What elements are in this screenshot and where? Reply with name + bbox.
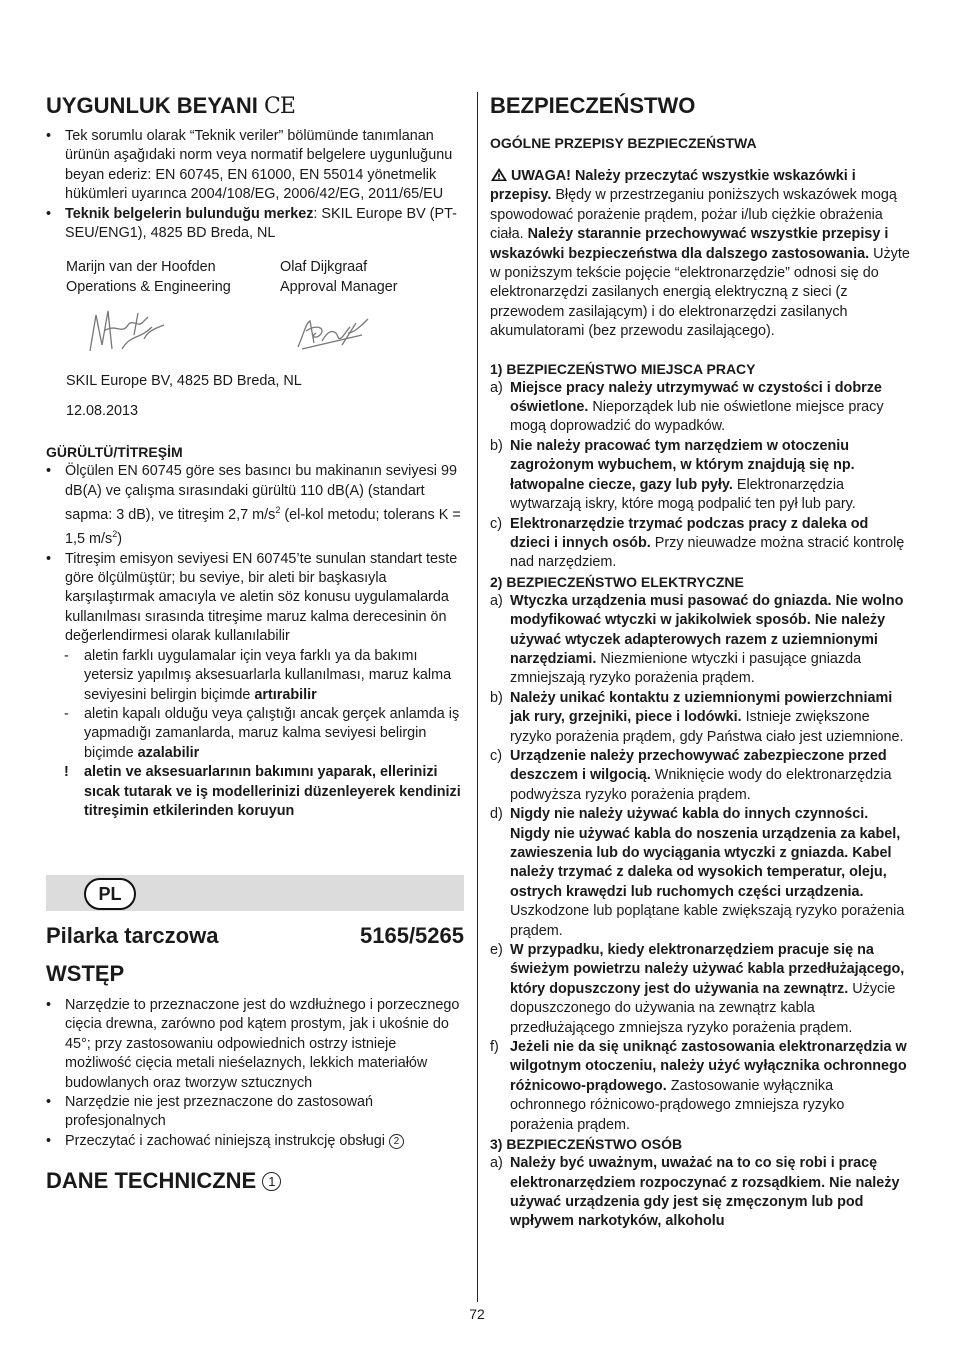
item-marker: c) — [490, 747, 502, 764]
item-text: Nieporządek lub nie oświetlone miejsce pracy mogą doprowadzić do wypadków. — [510, 399, 884, 435]
safety-item — [490, 1038, 910, 1135]
conformity-bullet-1: • Tek sorumlu olarak “Teknik veriler” bölümünde tanımlanan ürünün aşağıdaki norm veya normatif belgelere uygunluğunu beyan ederiz: EN 60745, EN 61000, EN 55014 yönetmelik hükümleri uyarınca 2004/108/EG, 2006/42/EG, 2011/65/EU — [46, 127, 466, 205]
safety-heading: BEZPIECZEŃSTWO — [490, 93, 696, 118]
item-bold-text: Miejsce pracy należy utrzymywać w czystości i dobrze oświetlone. — [510, 379, 882, 416]
right-column — [490, 92, 910, 1232]
signatory-1-name: Marijn van der Hoofden — [66, 259, 216, 276]
left-column — [46, 92, 466, 821]
electrical-heading: 2) BEZPIECZEŃSTWO ELEKTRYCZNE — [490, 573, 744, 590]
general-safety-heading: OGÓLNE PRZEPISY BEZPIECZEŃSTWA — [490, 135, 757, 151]
intro-bullet-3-text: Przeczytać i zachować niniejszą instrukcję obsługi — [65, 1132, 385, 1149]
signature-2-image — [292, 313, 372, 355]
signatory-2-name: Olaf Dijkgraaf — [280, 259, 368, 276]
safety-item — [490, 805, 910, 941]
noise-sub-2-text: aletin kapalı olduğu veya çalıştığı ancak gerçek anlamda iş yapmadığı zamanlarda, maruz kalma seviyesi belirgin biçimde — [84, 705, 460, 761]
item-text: Uszkodzone lub poplątane kable zwiększają ryzyko porażenia prądem. — [510, 903, 905, 939]
warning-bold-2: Należy starannie przechowywać wszystkie przepisy i wskazówki bezpieczeństwa dla dalszego zastosowania. — [490, 226, 889, 262]
item-bold-text: Urządzenie należy przechowywać zabezpieczone przed deszczem i wilgocią. — [510, 747, 887, 784]
item-marker: c) — [490, 515, 502, 532]
ce-mark: CE — [264, 94, 295, 119]
dash-marker: - — [64, 705, 69, 722]
safety-item — [490, 747, 910, 805]
item-bold-text: Wtyczka urządzenia musi pasować do gniazda. Nie wolno modyfikować wtyczki w jakikolwiek sposób. Nie należy używać wtyczek adapterowych razem z uziemnionymi narzędziami. — [510, 592, 904, 667]
noise-text-a: Ölçülen EN 60745 göre ses basıncı bu makinanın seviyesi 99 dB(A) ve çalışma sırasındaki gürültü 110 dB(A) (standart sapma: 3 dB), ve titreşim 2,7 m/s — [65, 463, 457, 524]
item-bold-text: Należy unikać kontaktu z uziemnionymi powierzchniami jak rury, grzejniki, piece i lodówki. — [510, 689, 893, 726]
tech-file-label: Teknik belgelerin bulunduğu merkez — [65, 205, 314, 222]
tech-data-heading — [46, 1167, 464, 1195]
signature-block — [46, 253, 466, 443]
noise-sub-1-bold: artırabilir — [254, 686, 317, 703]
noise-bullet-1 — [46, 462, 466, 549]
item-marker: a) — [490, 379, 503, 396]
item-text: Istnieje zwiększone ryzyko porażenia prądem, gdy Państwa ciało jest uziemnione. — [510, 709, 904, 745]
item-bold-text: Jeżeli nie da się uniknąć zastosowania elektronarzędzia w wilgotnym otoczeniu, należy użyć wyłącznika ochronnego różnicowo-prądowego. — [510, 1039, 907, 1094]
item-text: Zastosowanie wyłącznika ochronnego różnicowo-prądowego zmniejsza ryzyko porażenia prądem. — [510, 1077, 845, 1133]
warning-text-2: Użyte w poniższym tekście pojęcie “elektronarzędzie” odnosi się do elektronarzędzi zasilanych energią elektryczną z sieci (z przewodem zasilającym) i do elektronarzędzi zasilanych akumulatorami (bez przewodu zasilającego). — [490, 245, 910, 340]
signatory-2-title: Approval Manager — [280, 279, 398, 296]
figure-ref-2: 2 — [389, 1134, 404, 1149]
dash-marker: - — [64, 647, 69, 664]
item-marker: a) — [490, 592, 503, 609]
signatory-2 — [280, 257, 398, 297]
safety-item — [490, 515, 910, 573]
work-area-list — [490, 379, 910, 573]
noise-heading: GÜRÜLTÜ/TİTREŞİM — [46, 444, 183, 461]
signatory-1 — [66, 257, 231, 297]
noise-sub-2 — [46, 705, 466, 763]
noise-text-c: ) — [117, 531, 122, 548]
item-bold-text: Elektronarzędzie trzymać podczas pracy z daleka od dzieci i innych osób. — [510, 515, 869, 551]
item-text: Użycie dopuszczonego do używania na zewnątrz kabla przedłużającego zmniejsza ryzyko porażenia prądem. — [510, 980, 896, 1036]
warning-text-1: Błędy w przestrzeganiu poniższych wskazówek mogą spowodować porażenie prądem, pożar i/lub ciężkie obrażenia ciała. — [490, 187, 897, 243]
item-text: Wniknięcie wody do elektronarzędzia podwyższa ryzyko porażenia prądem. — [510, 767, 892, 803]
intro-heading: WSTĘP — [46, 961, 125, 986]
noise-sub-1 — [46, 647, 466, 705]
safety-item — [490, 379, 910, 437]
item-bold-text: Nie należy pracować tym narzędziem w otoczeniu zagrożonym wybuchem, w którym znajdują się np. łatwopalne ciecze, gazy lub pyły. — [510, 437, 855, 493]
item-marker: f) — [490, 1039, 499, 1056]
tech-data-title: DANE TECHNICZNE — [46, 1168, 257, 1194]
product-model: 5165/5265 — [360, 923, 464, 948]
figure-ref-1: 1 — [262, 1172, 281, 1191]
safety-item — [490, 941, 910, 1038]
item-text: Przy nieuwadze można stracić kontrolę nad narzędziem. — [510, 534, 905, 571]
safety-item — [490, 592, 910, 689]
signatory-1-title: Operations & Engineering — [66, 279, 231, 296]
item-bold-text: Należy być uważnym, uważać na to co się robi i pracę elektronarzędziem rozpoczynać z rozsądkiem. Nie należy używać urządzenia gdy jest się zmęczonym lub pod wpływem narkotyków, alkoholu — [510, 1155, 900, 1230]
item-marker: a) — [490, 1155, 503, 1172]
noise-sub-1-text: aletin farklı uygulamalar için veya farklı ya da bakımı yetersiz yapılmış aksesuarlarla kullanılması, maruz kalma seviyesini belirgin biçimde — [84, 647, 452, 703]
item-bold-text: Nigdy nie należy używać kabla do innych czynności. Nigdy nie używać kabla do noszenia urządzenia za kabel, zawieszenia lub do wyciągania wtyczki z gniazda. Kabel należy trzymać z daleka od wysokich temperatur, oleju, ostrych krawędzi lub ruchomych części urządzenia. — [510, 806, 901, 900]
conformity-heading — [46, 92, 466, 121]
work-area-heading: 1) BEZPIECZEŃSTWO MIEJSCA PRACY — [490, 360, 756, 377]
noise-sub-3-bold: aletin ve aksesuarlarının bakımını yaparak, ellerinizi sıcak tutarak ve iş modellerinizi düzenleyerek kendinizi titreşimin etkilerinden koruyun — [84, 764, 461, 819]
item-text: Elektronarzędzia wytwarzają iskry, które mogą podpalić ten pył lub pary. — [510, 476, 856, 513]
language-badge: PL — [84, 878, 136, 910]
noise-bullet-2: • Titreşim emisyon seviyesi EN 60745’te sunulan standart teste göre ölçülmüştür; bu seviye, bir aleti bir başkasıyla karşılaştırmak amacıyla ve aletin söz konusu uygulamalarda kullanılması sırasında titreşime maruz kalma derecesinin ön değerlendirmesi olarak kullanılabilir — [46, 550, 466, 647]
personal-list — [490, 1154, 910, 1232]
electrical-list — [490, 592, 910, 1135]
left-column-pl — [46, 922, 464, 1195]
tech-file-address: : SKIL Europe BV (PT-SEU/ENG1), 4825 BD Breda, NL — [65, 205, 457, 242]
warning-triangle-icon — [490, 167, 508, 182]
item-text: Niezmienione wtyczki i pasujące gniazda zmniejszają ryzyko porażenia prądem. — [510, 650, 862, 687]
noise-sub-2-bold: azalabilir — [137, 744, 200, 761]
product-heading — [46, 922, 464, 952]
page-number: 72 — [469, 1306, 485, 1322]
warning-paragraph — [490, 167, 910, 342]
item-marker: b) — [490, 689, 503, 706]
signature-1-image — [82, 305, 172, 357]
sup-2b: 2 — [112, 529, 118, 540]
noise-text-b: (el-kol metodu; tolerans K = 1,5 m/s — [65, 507, 461, 548]
product-name: Pilarka tarczowa — [46, 923, 219, 948]
sup-2a: 2 — [275, 505, 281, 516]
intro-bullet-3 — [46, 1132, 464, 1151]
item-bold-text: W przypadku, kiedy elektronarzędziem pracuje się na świeżym powietrzu należy używać kabla przedłużającego, który dopuszczony jest do używania na zewnątrz. — [510, 942, 905, 997]
declaration-date: 12.08.2013 — [66, 403, 139, 420]
item-marker: b) — [490, 437, 503, 454]
intro-bullet-2: • Narzędzie nie jest przeznaczone do zastosowań profesjonalnych — [46, 1093, 464, 1132]
personal-heading: 3) BEZPIECZEŃSTWO OSÓB — [490, 1136, 683, 1153]
intro-bullet-1: • Narzędzie to przeznaczone jest do wzdłużnego i porzecznego cięcia drewna, zarówno pod kątem prostym, jak i ukośnie do 45°; przy zastosowaniu odpowiednich ostrzy istnieje możliwość cięcia metali nieśelaznych, lekkich materiałów budowlanych oraz tworzyw sztucznych — [46, 996, 464, 1093]
conformity-bullet-2 — [46, 205, 466, 244]
noise-sub-3 — [46, 763, 466, 821]
column-divider — [477, 92, 478, 1302]
exclamation-marker: ! — [64, 764, 69, 781]
item-marker: d) — [490, 806, 503, 823]
safety-item — [490, 437, 910, 515]
safety-item — [490, 689, 910, 747]
company-address: SKIL Europe BV, 4825 BD Breda, NL — [66, 373, 302, 390]
conformity-title: UYGUNLUK BEYANI — [46, 93, 258, 118]
safety-item — [490, 1154, 910, 1232]
item-marker: e) — [490, 942, 503, 959]
warning-bold-1: UWAGA! Należy przeczytać wszystkie wskazówki i przepisy. — [490, 168, 856, 204]
